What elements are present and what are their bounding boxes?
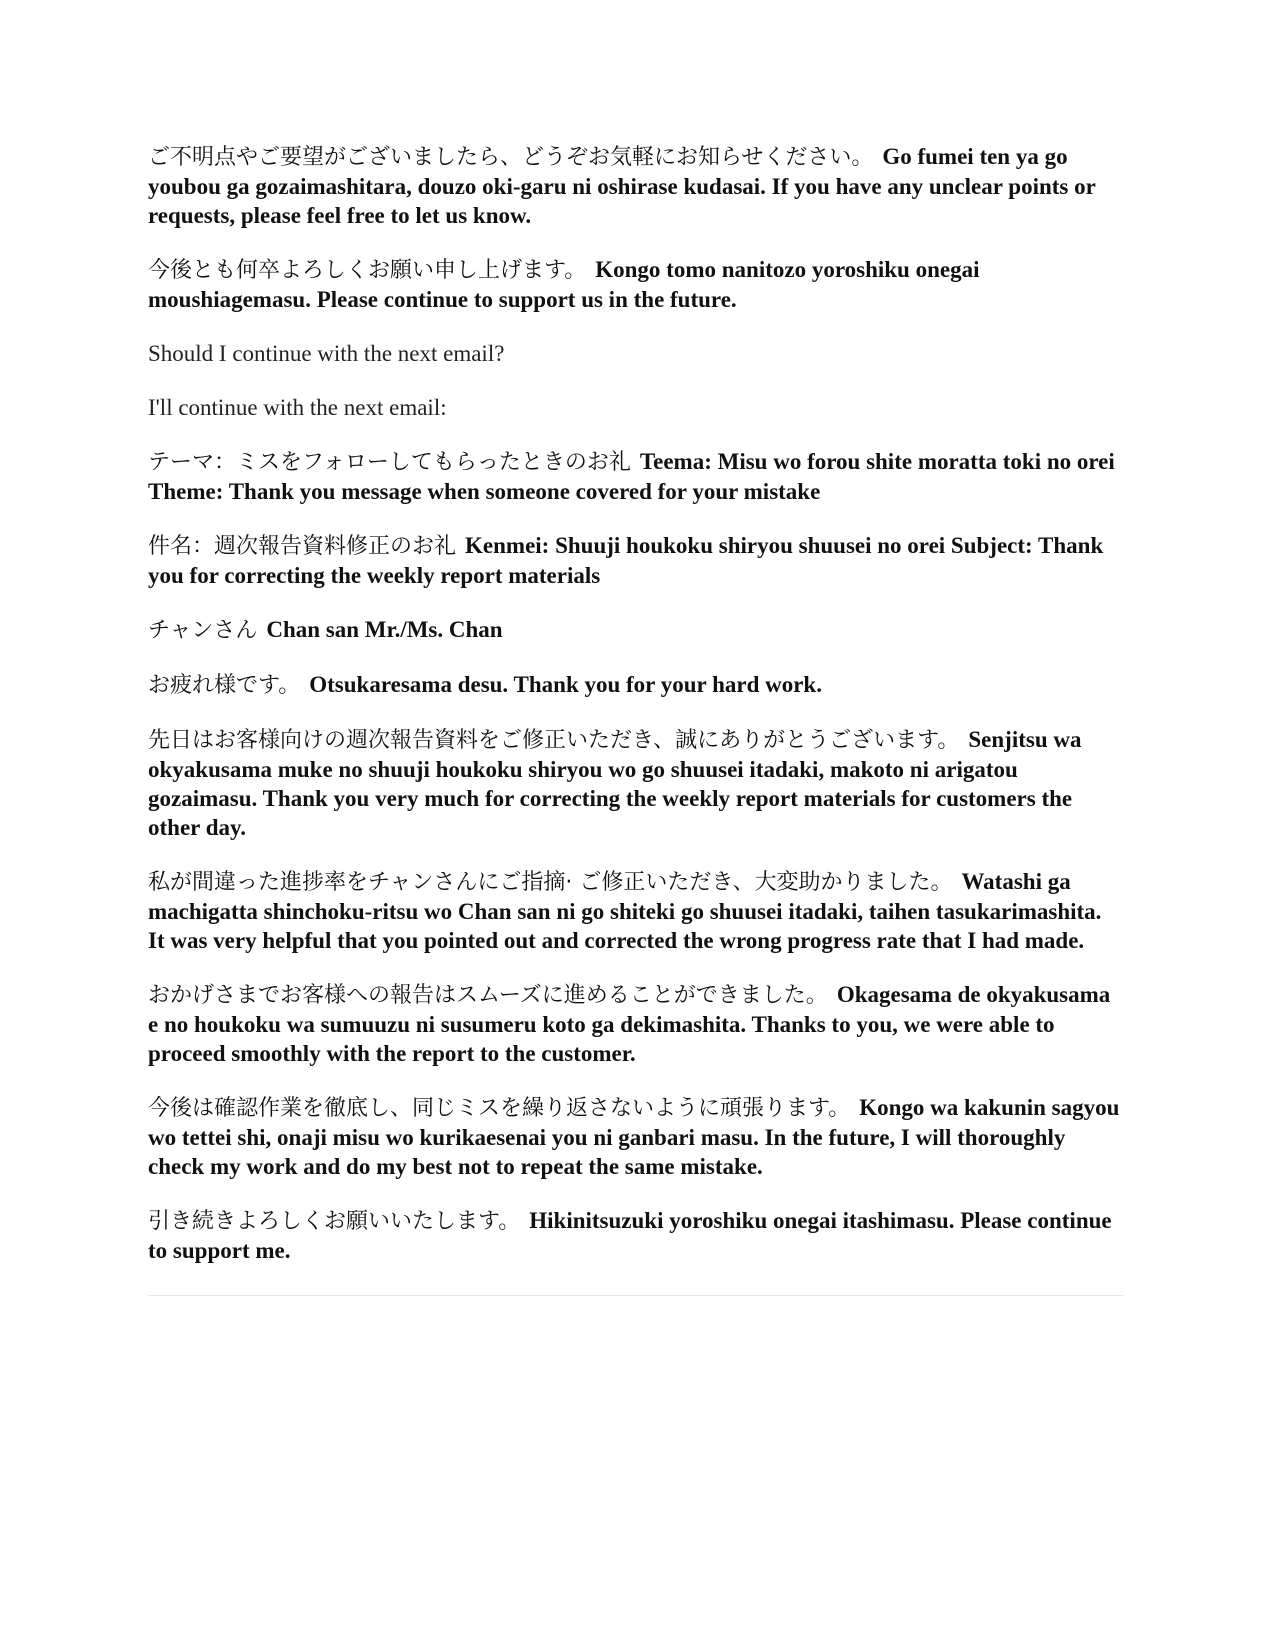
- romaji-translation: Kongo wa kakunin sagyou wo tettei shi, onaji misu wo kurikaesenai you ni ganbari masu. In the future, I will thoroughly check my work and do my best not to repeat the same mistake.: [148, 1095, 1120, 1179]
- paragraph-theme: [148, 447, 1123, 506]
- japanese-text: チャンさん: [148, 618, 258, 643]
- japanese-text: テーマ：ミスをフォローしてもらったときのお礼: [148, 450, 631, 475]
- section-divider: [148, 1295, 1123, 1296]
- japanese-text: おかげさまでお客様への報告はスムーズに進めることができました。: [148, 983, 828, 1008]
- paragraph-thanks-correction: [148, 725, 1123, 842]
- romaji-translation: Otsukaresama desu. Thank you for your hard work.: [309, 672, 822, 697]
- japanese-text: 私が間違った進捗率をチャンさんにご指摘· ご修正いただき、大変助かりました。: [148, 870, 953, 895]
- romaji-translation: Kenmei: Shuuji houkoku shiryou shuusei no orei Subject: Thank you for correcting the weekly report materials: [148, 533, 1104, 588]
- romaji-translation: Okagesama de okyakusama e no houkoku wa sumuuzu ni susumeru koto ga dekimashita. Thanks to you, we were able to proceed smoothly with the report to the customer.: [148, 982, 1111, 1066]
- romaji-translation: Senjitsu wa okyakusama muke no shuuji houkoku shiryou wo go shuusei itadaki, makoto ni arigatou gozaimasu. Thank you very much for correcting the weekly report materials for customers the other day.: [148, 727, 1082, 840]
- continue-next-email: I'll continue with the next email:: [148, 395, 447, 420]
- japanese-text: 今後は確認作業を徹底し、同じミスを繰り返さないように頑張ります。: [148, 1096, 851, 1121]
- romaji-translation: Go fumei ten ya go youbou ga gozaimashitara, douzo oki-garu ni oshirase kudasai. If you have any unclear points or requests, please feel free to let us know.: [148, 144, 1096, 228]
- romaji-translation: Hikinitsuzuki yoroshiku onegai itashimasu. Please continue to support me.: [148, 1208, 1112, 1263]
- romaji-translation: Chan san Mr./Ms. Chan: [266, 617, 503, 642]
- romaji-translation: Teema: Misu wo forou shite moratta toki no orei Theme: Thank you message when someone covered for your mistake: [148, 449, 1115, 504]
- romaji-translation: Watashi ga machigatta shinchoku-ritsu wo Chan san ni go shiteki go shuusei itadaki, taihen tasukarimashita. It was very helpful that you pointed out and corrected the wrong progress rate that I had made.: [148, 869, 1102, 953]
- romaji-translation: Kongo tomo nanitozo yoroshiku onegai moushiagemasu. Please continue to support us in the future.: [148, 257, 980, 312]
- question-next-email: Should I continue with the next email?: [148, 341, 505, 366]
- paragraph-salutation: [148, 615, 1123, 645]
- japanese-text: 引き続きよろしくお願いいたします。: [148, 1209, 521, 1234]
- paragraph-greeting: [148, 670, 1123, 700]
- japanese-text: お疲れ様です。: [148, 673, 301, 698]
- paragraph-future-effort: [148, 1093, 1123, 1181]
- paragraph-closing-regards: [148, 255, 1123, 314]
- paragraph-closing-inquiry: [148, 142, 1123, 230]
- japanese-text: ご不明点やご要望がございましたら、どうぞお気軽にお知らせください。: [148, 145, 874, 170]
- paragraph-smooth-report: [148, 980, 1123, 1068]
- paragraph-sign-off: [148, 1206, 1123, 1265]
- japanese-text: 件名：週次報告資料修正のお礼: [148, 534, 457, 559]
- japanese-text: 先日はお客様向けの週次報告資料をご修正いただき、誠にありがとうございます。: [148, 728, 960, 753]
- paragraph-subject: [148, 531, 1123, 590]
- japanese-text: 今後とも何卒よろしくお願い申し上げます。: [148, 258, 587, 283]
- paragraph-helpful: [148, 867, 1123, 955]
- document-page: [148, 142, 1123, 1296]
